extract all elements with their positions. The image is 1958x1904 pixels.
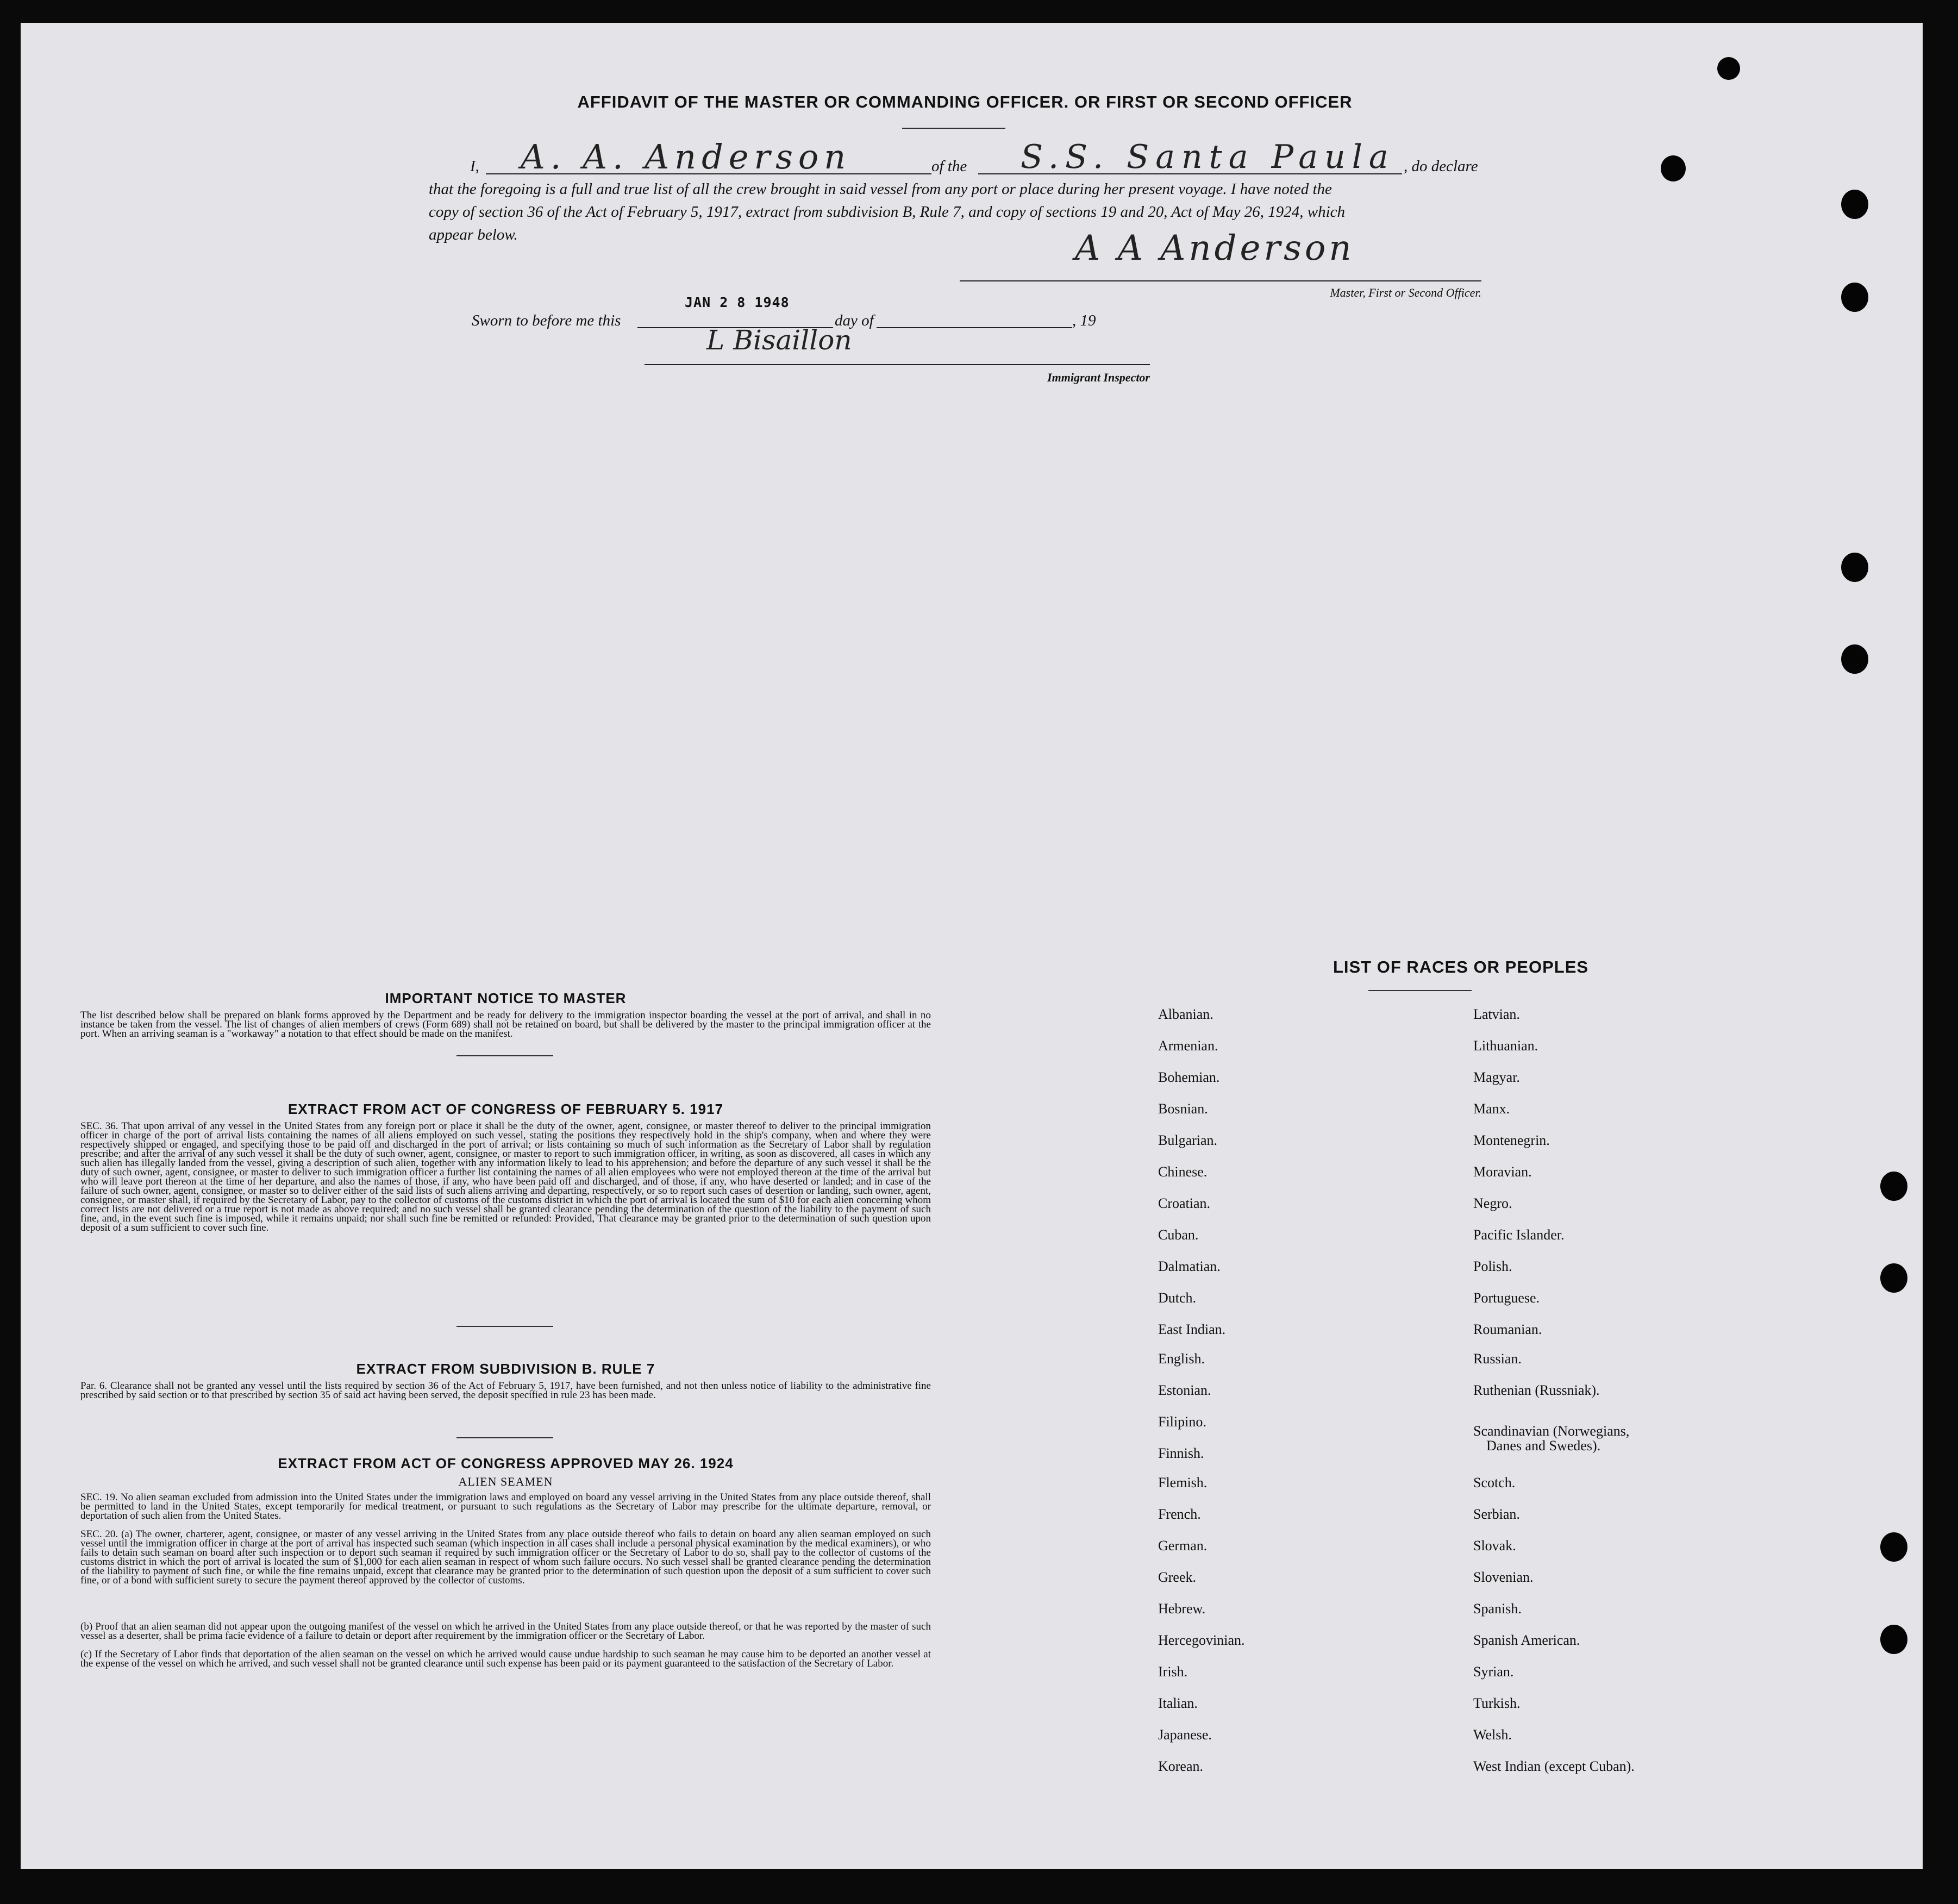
- extract-1924-subtitle: ALIEN SEAMEN: [458, 1475, 553, 1488]
- divider: [456, 1326, 553, 1327]
- divider: [456, 1437, 553, 1438]
- race-item: Croatian.: [1158, 1195, 1211, 1211]
- race-item: Magyar.: [1473, 1069, 1520, 1085]
- punch-hole: [1841, 644, 1868, 674]
- affidavit-body-line2: copy of section 36 of the Act of February 5, 1917, extract from subdivision B, Rule 7, and copy of sections 19 and 20, Act of May 26, 1924, which: [429, 203, 1346, 221]
- race-item: Welsh.: [1473, 1727, 1512, 1743]
- race-item: Albanian.: [1158, 1006, 1213, 1022]
- punch-hole: [1661, 155, 1686, 181]
- year-prefix: , 19: [1072, 312, 1096, 329]
- vessel-name-handwritten: S.S. Santa Paula: [1021, 138, 1395, 176]
- extract-rule7-title: EXTRACT FROM SUBDIVISION B. RULE 7: [356, 1361, 655, 1377]
- i-label: I,: [470, 158, 479, 175]
- month-line: [877, 327, 1072, 328]
- divider: [456, 1055, 553, 1056]
- race-item: Turkish.: [1473, 1695, 1521, 1711]
- notice-text: The list described below shall be prepared on blank forms approved by the Department and be ready for delivery to the immigration inspector boarding the vessel at the port of arrival, and shall in no instance be taken from the vessel. The list of changes of alien members of crews (Form 689) shall not be retained on board, but shall be delivered by the master to the principal immigration officer at the port. When an arriving seaman is a "workaway" a notation to that effect should be made on the manifest.: [80, 1011, 931, 1039]
- day-of-label: day of: [835, 312, 874, 329]
- race-item: Scotch.: [1473, 1475, 1516, 1490]
- race-item: Polish.: [1473, 1258, 1512, 1274]
- affidavit-body-line3: appear below.: [429, 226, 518, 243]
- race-item: English.: [1158, 1351, 1205, 1367]
- do-declare-label: , do declare: [1404, 158, 1478, 175]
- inspector-signature: L Bisaillon: [706, 324, 852, 356]
- master-signature: A A Anderson: [1075, 228, 1355, 268]
- race-item: Portuguese.: [1473, 1290, 1540, 1306]
- race-item: Bulgarian.: [1158, 1132, 1218, 1148]
- document-page: [21, 23, 1923, 1869]
- sworn-label: Sworn to before me this: [472, 312, 621, 329]
- sec20c-text: (c) If the Secretary of Labor finds that deportation of the alien seaman on the vessel on which he arrived would cause undue hardship to such seaman he may cause him to be deported an another vessel at the expense of the vessel on which he arrived, and such vessel shall not be granted clearance until such expense has been paid or its payment guaranteed to the satisfaction of the Secretary of Labor.: [80, 1650, 931, 1669]
- race-item: Negro.: [1473, 1195, 1512, 1211]
- sec20b-text: (b) Proof that an alien seaman did not appear upon the outgoing manifest of the vessel on which he arrived in the United States from any place outside thereof, or that he was reported by the master of such vessel as a deserter, shall be prima facie evidence of a failure to detain or deport after requirement by the immigration officer or the Secretary of Labor.: [80, 1622, 931, 1642]
- race-item: Italian.: [1158, 1695, 1198, 1711]
- race-item: East Indian.: [1158, 1321, 1226, 1337]
- race-item: Bohemian.: [1158, 1069, 1220, 1085]
- race-item: Manx.: [1473, 1101, 1510, 1117]
- race-item: Dutch.: [1158, 1290, 1197, 1306]
- race-item: Latvian.: [1473, 1006, 1520, 1022]
- extract-1917-title: EXTRACT FROM ACT OF CONGRESS OF FEBRUARY 5. 1917: [287, 1101, 724, 1117]
- race-item: Estonian.: [1158, 1382, 1211, 1398]
- race-item: West Indian (except Cuban).: [1473, 1758, 1635, 1774]
- race-item: Montenegrin.: [1473, 1132, 1550, 1148]
- race-item: French.: [1158, 1506, 1201, 1522]
- notice-title: IMPORTANT NOTICE TO MASTER: [385, 990, 627, 1006]
- extract-1924-title: EXTRACT FROM ACT OF CONGRESS APPROVED MAY 26. 1924: [278, 1455, 734, 1471]
- signature-caption: Master, First or Second Officer.: [1330, 286, 1481, 299]
- race-item: Filipino.: [1158, 1414, 1206, 1430]
- race-item: Spanish.: [1473, 1601, 1522, 1617]
- race-item: Flemish.: [1158, 1475, 1208, 1490]
- punch-hole: [1841, 283, 1868, 312]
- race-item: Chinese.: [1158, 1164, 1208, 1180]
- race-item: Danes and Swedes).: [1486, 1438, 1601, 1454]
- race-item: Japanese.: [1158, 1727, 1212, 1743]
- punch-hole: [1841, 190, 1868, 219]
- punch-hole: [1880, 1625, 1907, 1654]
- title-divider: [902, 128, 1005, 129]
- punch-hole: [1841, 553, 1868, 582]
- race-item: Moravian.: [1473, 1164, 1532, 1180]
- race-item: Spanish American.: [1473, 1632, 1580, 1648]
- race-item: Syrian.: [1473, 1664, 1514, 1680]
- race-item: Cuban.: [1158, 1227, 1199, 1243]
- race-item: Irish.: [1158, 1664, 1188, 1680]
- race-item: Roumanian.: [1473, 1321, 1542, 1337]
- race-item: Russian.: [1473, 1351, 1522, 1367]
- punch-hole: [1880, 1263, 1907, 1293]
- signature-line: [960, 280, 1481, 281]
- race-item: Dalmatian.: [1158, 1258, 1221, 1274]
- of-the-label: of the: [931, 158, 967, 175]
- races-divider: [1368, 990, 1472, 991]
- race-item: Korean.: [1158, 1758, 1204, 1774]
- date-stamp: JAN 2 8 1948: [685, 295, 790, 310]
- race-item: Bosnian.: [1158, 1101, 1208, 1117]
- race-item: Scandinavian (Norwegians,: [1473, 1423, 1630, 1439]
- inspector-line: [645, 364, 1150, 365]
- extract-rule7-text: Par. 6. Clearance shall not be granted any vessel until the lists required by section 36 of the Act of February 5, 1917, have been furnished, and not then unless notice of liability to the administrative fine prescribed by said section or to that prescribed by section 35 of said act having been served, the deposit specified in rule 23 has been made.: [80, 1381, 931, 1401]
- punch-hole: [1880, 1172, 1907, 1201]
- sec20a-text: SEC. 20. (a) The owner, charterer, agent, consignee, or master of any vessel arriving in the United States from any place outside thereof who fails to detain on board any alien seaman employed on such vessel until the immigration officer in charge at the port of arrival has inspected such seaman (which inspection in all cases shall include a personal physical examination by the medical examiners), or who fails to detain such seaman on board after such inspection or to deport such seaman if required by such immigration officer or the Secretary of Labor to do so, shall pay to the collector of customs of the customs district in which the port of arrival is located the sum of $1,000 for each alien seaman in respect of whom such failure occurs. No such vessel shall be granted clearance pending the determination of the liability to payment of such fine, or while the fine remains unpaid, except that clearance may be granted prior to the determination of such question upon the deposit of a sum sufficient to cover such fine, or of a bond with sufficient surety to secure the payment thereof approved by the collector of customs.: [80, 1530, 931, 1586]
- race-item: Lithuanian.: [1473, 1038, 1538, 1054]
- affidavit-title: AFFIDAVIT OF THE MASTER OR COMMANDING OFFICER. OR FIRST OR SECOND OFFICER: [577, 92, 1353, 111]
- race-item: Armenian.: [1158, 1038, 1218, 1054]
- race-item: Pacific Islander.: [1473, 1227, 1565, 1243]
- races-title: LIST OF RACES OR PEOPLES: [1333, 957, 1589, 976]
- punch-hole: [1717, 57, 1740, 80]
- inspector-caption: Immigrant Inspector: [1047, 371, 1150, 384]
- race-item: Slovak.: [1473, 1538, 1516, 1554]
- race-item: Slovenian.: [1473, 1569, 1534, 1585]
- punch-hole: [1880, 1532, 1907, 1562]
- race-item: Greek.: [1158, 1569, 1197, 1585]
- race-item: Hebrew.: [1158, 1601, 1206, 1617]
- race-item: German.: [1158, 1538, 1208, 1554]
- affidavit-body-line1: that the foregoing is a full and true list of all the crew brought in said vessel from any port or place during her present voyage. I have noted the: [429, 180, 1332, 198]
- race-item: Ruthenian (Russniak).: [1473, 1382, 1600, 1398]
- race-item: Finnish.: [1158, 1445, 1204, 1461]
- sec19-text: SEC. 19. No alien seaman excluded from admission into the United States under the immigration laws and employed on board any vessel arriving in the United States from any place outside thereof, shall be permitted to land in the United States, except temporarily for medical treatment, or pursuant to such regulations as the Secretary of Labor may prescribe for the ultimate departure, removal, or deportation of such alien from the United States.: [80, 1493, 931, 1521]
- master-name-handwritten: A. A. Anderson: [521, 137, 852, 177]
- race-item: Hercegovinian.: [1158, 1632, 1245, 1648]
- race-item: Serbian.: [1473, 1506, 1520, 1522]
- extract-1917-text: SEC. 36. That upon arrival of any vessel in the United States from any foreign port or place it shall be the duty of the owner, agent, consignee, or master thereof to deliver to the principal immigration officer in charge of the port of arrival lists containing the names of all aliens employed on such vessel, stating the positions they respectively hold in the ship's company, when and where they were respectively shipped or engaged, and specifying those to be paid off and discharged in the port of arrival; or lists containing so much of such information as the Secretary of Labor shall by regulation prescribe; and after the arrival of any such vessel it shall be the duty of such owner, agent, consignee, or master to report to such immigration officer, in writing, as soon as discovered, all cases in which any such alien has illegally landed from the vessel, giving a description of such alien, together with any information likely to lead to his apprehension; and before the departure of any such vessel it shall be the duty of such owner, agent, consignee, or master to deliver to such immigration officer a further list containing the names of all alien employees who were not employed thereon at the time of the arrival but who will leave port thereon at the time of her departure, and also the names of those, if any, who have been paid off and discharged, and of those, if any, who have deserted or landed; and in case of the failure of such owner, agent, consignee, or master so to deliver either of the said lists of such aliens arriving and departing, respectively, or so to report such cases of desertion or landing, such owner, agent, consignee, or master shall, if required by the Secretary of Labor, pay to the collector of customs of the customs district in which the port of arrival is located the sum of $10 for each alien concerning whom correct lists are not delivered or a true report is not made as above required; and no such vessel shall be granted clearance pending the determination of the question of the liability to the payment of such fine, and, in the event such fine is imposed, while it remains unpaid; nor shall such fine be remitted or refunded: Provided, That clearance may be granted prior to the determination of such question upon deposit of a sum sufficient to cover such fine.: [80, 1122, 931, 1233]
